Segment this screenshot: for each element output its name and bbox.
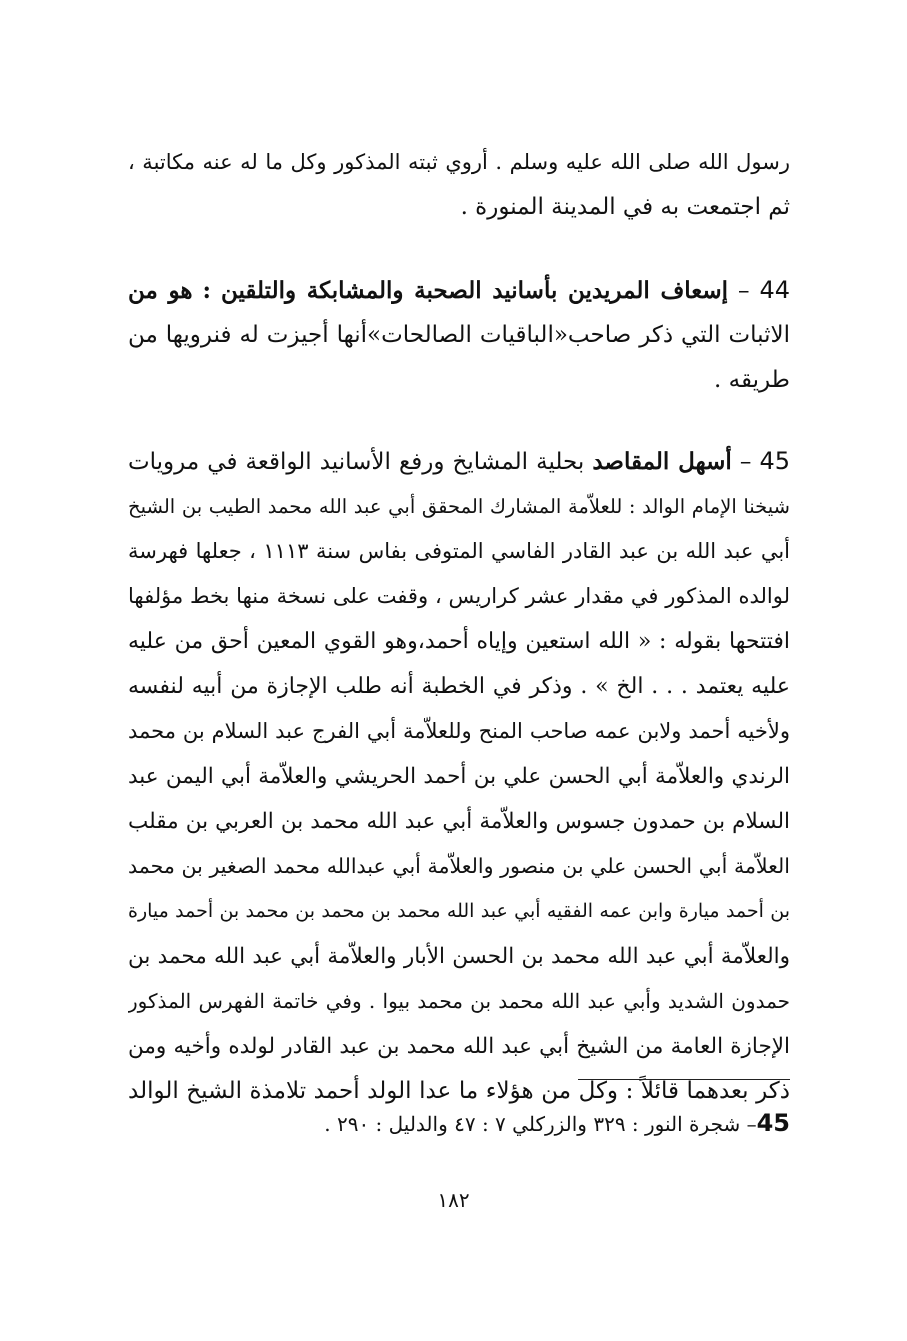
- text-line: السلام بن حمدون جسوس والعلاّمة أبي عبد الله محمد بن العربي بن مقلب: [128, 809, 790, 834]
- text-line: الإجازة العامة من الشيخ أبي عبد الله محمد بن عبد القادر لولده وأخيه ومن: [128, 1034, 790, 1059]
- footnote-separator: [578, 1079, 790, 1080]
- text-line: ولأخيه أحمد ولابن عمه صاحب المنح وللعلاّمة أبي الفرج عبد السلام بن محمد: [128, 719, 790, 743]
- entry-number: 44: [759, 276, 790, 304]
- entry-title: إسعاف المريدين بأسانيد الصحبة والمشابكة والتلقين: [220, 277, 729, 304]
- entry-title: أسهل المقاصد: [592, 448, 732, 475]
- text-line: العلاّمة أبي الحسن علي بن منصور والعلاّمة أبي عبدالله محمد الصغير بن محمد: [128, 854, 790, 878]
- text-line: عليه يعتمد . . . الخ » . وذكر في الخطبة أنه طلب الإجازة من أبيه لنفسه: [128, 674, 790, 699]
- entry-number: 45: [759, 447, 790, 475]
- entry-45: [128, 439, 790, 1114]
- page-body: [128, 140, 790, 1114]
- footnote-dash: –: [746, 1112, 757, 1136]
- paragraph-spacer: [128, 403, 790, 439]
- footnote-number: 45: [756, 1109, 790, 1137]
- entry-heading-line: [128, 439, 790, 484]
- text-line: افتتحها بقوله : « الله استعين وإياه أحمد،وهو القوي المعين أحق من عليه: [128, 629, 790, 654]
- entry-heading-line: [128, 268, 790, 313]
- text-line: حمدون الشديد وأبي عبد الله محمد بن محمد بيوا . وفي خاتمة الفهرس المذكور: [128, 989, 790, 1013]
- entry-44: [128, 268, 790, 403]
- entry-heading-rest: بحلية المشايخ ورفع الأسانيد الواقعة في مرويات: [128, 449, 585, 475]
- text-line: رسول الله صلى الله عليه وسلم . أروي ثبته المذكور وكل ما له عنه مكاتبة ،: [128, 150, 790, 174]
- text-line: الاثبات التي ذكر صاحب«الباقيات الصالحات»أنها أجيزت له فنرويها من: [128, 322, 790, 348]
- footnote: [128, 1103, 790, 1144]
- entry-heading-rest: هو من: [128, 277, 193, 304]
- paragraph-spacer: [128, 230, 790, 268]
- text-line: لوالده المذكور في مقدار عشر كراريس ، وقفت على نسخة منها بخط مؤلفها: [128, 584, 790, 608]
- entry-dash: –: [739, 449, 752, 475]
- entry-dash: –: [738, 278, 750, 304]
- page-number: ١٨٢: [437, 1188, 470, 1212]
- text-line: والعلاّمة أبي عبد الله محمد بن الحسن الأبار والعلاّمة أبي عبد الله محمد بن: [128, 944, 790, 969]
- text-line: ذكر بعدهما قائلاً : وكل من هؤلاء ما عدا الولد أحمد تلامذة الشيخ الوالد: [128, 1078, 790, 1104]
- text-line: أبي عبد الله بن عبد القادر الفاسي المتوفى بفاس سنة ١١١٣ ، جعلها فهرسة: [128, 539, 790, 563]
- text-line: الرندي والعلاّمة أبي الحسن علي بن أحمد الحريشي والعلاّمة أبي اليمن عبد: [128, 764, 790, 789]
- text-line: ثم اجتمعت به في المدينة المنورة .: [460, 194, 790, 220]
- paragraph-continuation: [128, 140, 790, 230]
- text-line: طريقه .: [714, 367, 790, 393]
- entry-colon: :: [202, 277, 211, 304]
- text-line: بن أحمد ميارة وابن عمه الفقيه أبي عبد الله محمد بن محمد بن محمد بن أحمد ميارة: [128, 900, 790, 922]
- text-line: شيخنا الإمام الوالد : للعلاّمة المشارك المحقق أبي عبد الله محمد الطيب بن الشيخ: [128, 495, 790, 518]
- footnote-text: شجرة النور : ٣٢٩ والزركلي ٧ : ٤٧ والدليل : ٢٩٠ .: [324, 1112, 741, 1136]
